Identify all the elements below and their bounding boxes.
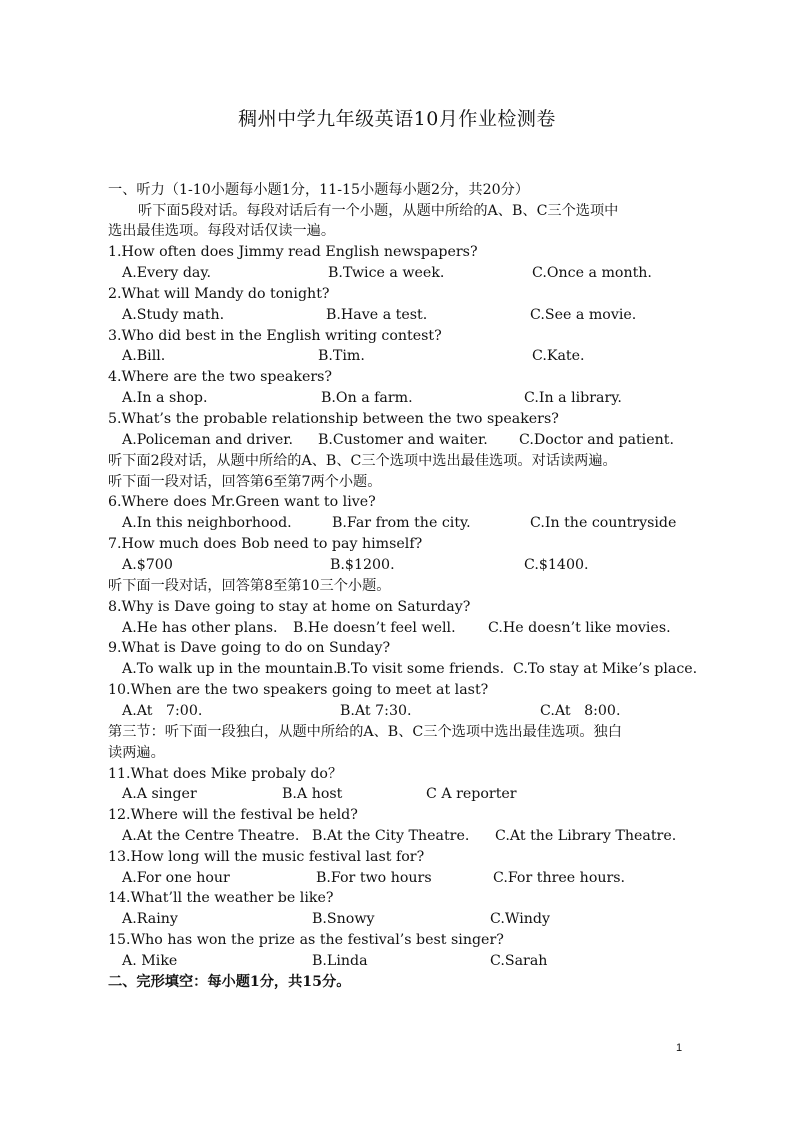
option-a: A.Study math. — [122, 307, 225, 323]
question-text: 1.How often does Jimmy read English newspapers? — [108, 244, 478, 260]
question-text: 9.What is Dave going to do on Sunday? — [108, 640, 391, 656]
option-a: A.$700 — [122, 557, 173, 573]
part2-instructions-cont: 听下面一段对话，回答第6至第7两个小题。 — [108, 474, 382, 490]
option-b: B.At the City Theatre. — [312, 828, 470, 844]
dialog-8-10-instructions: 听下面一段对话，回答第8至第10三个小题。 — [108, 578, 391, 594]
section1-heading: 一、听力（1-10小题每小题1分，11-15小题每小题2分，共20分） — [108, 182, 530, 198]
option-b: B.Linda — [312, 953, 368, 969]
question-text: 7.How much does Bob need to pay himself? — [108, 536, 423, 552]
option-b: B.He doesn’t feel well. — [293, 620, 456, 636]
option-b: B.Have a test. — [326, 307, 428, 323]
option-b: B.Twice a week. — [328, 265, 445, 281]
option-c: C.See a movie. — [530, 307, 637, 323]
section1-instructions-cont: 选出最佳选项。每段对话仅读一遍。 — [108, 223, 336, 239]
part3-instructions-cont: 读两遍。 — [108, 745, 165, 761]
question-text: 11.What does Mike probaly do？ — [108, 766, 343, 782]
option-b: B.Tim. — [318, 348, 365, 364]
option-a: A.Rainy — [122, 911, 178, 927]
option-c: C.Sarah — [490, 953, 548, 969]
question-text: 13.How long will the music festival last for? — [108, 849, 425, 865]
option-c: C.Once a month. — [532, 265, 652, 281]
option-c: C.In the countryside — [530, 515, 677, 531]
option-c: C.For three hours. — [493, 870, 626, 886]
question-text: 10.When are the two speakers going to meet at last? — [108, 682, 489, 698]
option-c: C A reporter — [426, 786, 517, 802]
question-text: 2.What will Mandy do tonight? — [108, 286, 330, 302]
option-a: A.At 7:00. — [122, 703, 203, 719]
option-a: A.Every day. — [122, 265, 212, 281]
option-c: C.At the Library Theatre. — [495, 828, 677, 844]
option-a: A.A singer — [122, 786, 197, 802]
option-a: A.In this neighborhood. — [122, 515, 292, 531]
option-b: B.A host — [282, 786, 343, 802]
option-c: C.In a library. — [524, 390, 622, 406]
question-text: 3.Who did best in the English writing contest? — [108, 328, 442, 344]
option-b: B.For two hours — [316, 870, 432, 886]
option-b: B.$1200. — [330, 557, 395, 573]
option-b: B.On a farm. — [321, 390, 413, 406]
option-b: B.At 7:30. — [340, 703, 412, 719]
option-c: C.To stay at Mike’s place. — [513, 661, 698, 677]
part2-instructions: 听下面2段对话，从题中所给的A、B、C三个选项中选出最佳选项。对话读两遍。 — [108, 453, 617, 469]
option-a: A.In a shop. — [122, 390, 208, 406]
section2-heading: 二、完形填空：每小题1分，共15分。 — [108, 974, 351, 990]
option-a: A.Policeman and driver. — [122, 432, 293, 448]
question-text: 15.Who has won the prize as the festival’s best singer? — [108, 932, 504, 948]
option-a: A.He has other plans. — [122, 620, 278, 636]
question-text: 14.What’ll the weather be like? — [108, 890, 334, 906]
option-c: C.Windy — [490, 911, 550, 927]
option-c: C.He doesn’t like movies. — [488, 620, 671, 636]
option-a: A.To walk up in the mountain. — [122, 661, 338, 677]
question-text: 5.What’s the probable relationship between the two speakers? — [108, 411, 559, 427]
question-text: 12.Where will the festival be held? — [108, 807, 358, 823]
option-a: A.For one hour — [122, 870, 230, 886]
option-a: A.At the Centre Theatre. — [122, 828, 300, 844]
option-c: C.At 8:00. — [540, 703, 621, 719]
option-a: A. Mike — [122, 953, 178, 969]
question-text: 8.Why is Dave going to stay at home on Saturday? — [108, 599, 471, 615]
option-c: C.$1400. — [524, 557, 589, 573]
option-b: B.Far from the city. — [332, 515, 471, 531]
page-number: 1 — [676, 1042, 683, 1054]
option-c: C.Kate. — [532, 348, 585, 364]
part3-instructions: 第三节：听下面一段独白，从题中所给的A、B、C三个选项中选出最佳选项。独白 — [108, 724, 622, 740]
section1-instructions: 听下面5段对话。每段对话后有一个小题，从题中所给的A、B、C三个选项中 — [138, 203, 619, 219]
option-b: B.To visit some friends. — [336, 661, 505, 677]
option-a: A.Bill. — [122, 348, 166, 364]
option-c: C.Doctor and patient. — [519, 432, 674, 448]
question-text: 6.Where does Mr.Green want to live? — [108, 494, 376, 510]
option-b: B.Customer and waiter. — [318, 432, 488, 448]
page-title: 稠州中学九年级英语10月作业检测卷 — [238, 108, 556, 130]
option-b: B.Snowy — [312, 911, 375, 927]
question-text: 4.Where are the two speakers? — [108, 369, 333, 385]
